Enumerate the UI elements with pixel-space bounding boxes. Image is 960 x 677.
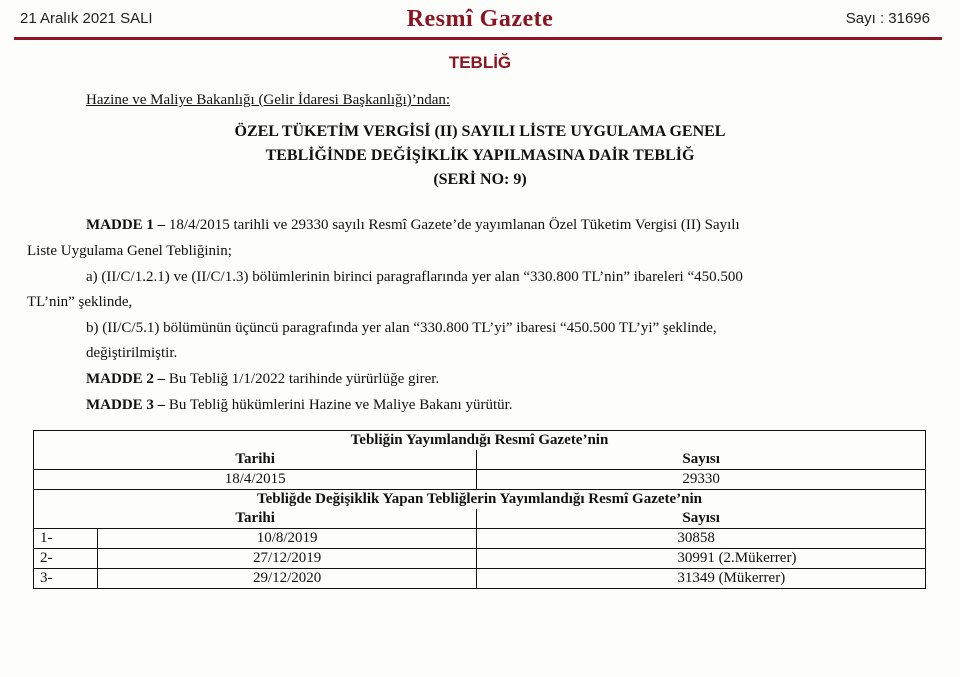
row-date: 27/12/2019 (97, 549, 476, 569)
row-number: 30858 (477, 529, 926, 549)
table-row (34, 470, 926, 490)
row-index: 1- (34, 529, 98, 549)
row-number: 31349 (Mükerrer) (477, 569, 926, 589)
gazette-title: Resmî Gazete (406, 6, 554, 32)
madde-3-label: MADDE 3 – (86, 397, 166, 413)
madde-1-text: 18/4/2015 tarihli ve 29330 sayılı Resmî Gazete’de yayımlanan Özel Tüketim Vergisi (II) Sayılı (165, 217, 740, 233)
gazette-header (0, 0, 960, 40)
row-date: 10/8/2019 (97, 529, 476, 549)
document-type: TEBLİĞ (448, 53, 512, 72)
row-date: 29/12/2020 (97, 569, 476, 589)
header-rule (14, 37, 942, 40)
madde-3-text: Bu Tebliğ hükümlerini Hazine ve Maliye Bakanı yürütür. (165, 397, 513, 413)
col-date-header: Tarihi (34, 450, 477, 470)
col-date-header-2: Tarihi (34, 509, 477, 529)
section-2-title: Tebliğde Değişiklik Yapan Tebliğlerin Yayımlandığı Resmî Gazete’nin (34, 490, 926, 510)
row-index: 3- (34, 569, 98, 589)
issue-number: Sayı : 31696 (845, 10, 930, 27)
base-number: 29330 (477, 470, 926, 490)
madde-3 (86, 397, 513, 414)
madde-1-line-1 (86, 217, 740, 234)
madde-2-label: MADDE 2 – (86, 371, 166, 387)
publication-date: 21 Aralık 2021 SALI (20, 10, 153, 27)
table-row (34, 529, 926, 549)
clause-b-line-2: değiştirilmiştir. (86, 345, 178, 361)
title-line-1: ÖZEL TÜKETİM VERGİSİ (II) SAYILI LİSTE UYGULAMA GENEL (234, 123, 726, 140)
section-1-title: Tebliğin Yayımlandığı Resmî Gazete’nin (34, 431, 926, 451)
madde-2-text: Bu Tebliğ 1/1/2022 tarihinde yürürlüğe girer. (165, 371, 440, 387)
clause-a-line-1: a) (II/C/1.2.1) ve (II/C/1.3) bölümlerinin birinci paragraflarında yer alan “330.800 TL’nin” ibareleri “450.500 (86, 269, 743, 285)
clause-b-line-1: b) (II/C/5.1) bölümünün üçüncü paragrafında yer alan “330.800 TL’yi” ibaresi “450.500 TL’yi” şeklinde, (86, 320, 717, 336)
clause-a-line-2: TL’nin” şeklinde, (27, 294, 133, 310)
gazette-reference-table (33, 430, 926, 589)
madde-1-label: MADDE 1 – (86, 217, 166, 233)
col-number-header: Sayısı (477, 450, 926, 470)
table-row (34, 569, 926, 589)
row-number: 30991 (2.Mükerrer) (477, 549, 926, 569)
issuing-authority: Hazine ve Maliye Bakanlığı (Gelir İdaresi Başkanlığı)’ndan: (86, 92, 451, 108)
madde-1-line-2: Liste Uygulama Genel Tebliğinin; (27, 243, 232, 259)
row-index: 2- (34, 549, 98, 569)
title-line-2: TEBLİĞİNDE DEĞİŞİKLİK YAPILMASINA DAİR TEBLİĞ (265, 147, 695, 164)
madde-2 (86, 371, 439, 388)
title-line-3: (SERİ NO: 9) (433, 171, 527, 188)
table-row (34, 549, 926, 569)
base-date: 18/4/2015 (34, 470, 477, 490)
col-number-header-2: Sayısı (477, 509, 926, 529)
